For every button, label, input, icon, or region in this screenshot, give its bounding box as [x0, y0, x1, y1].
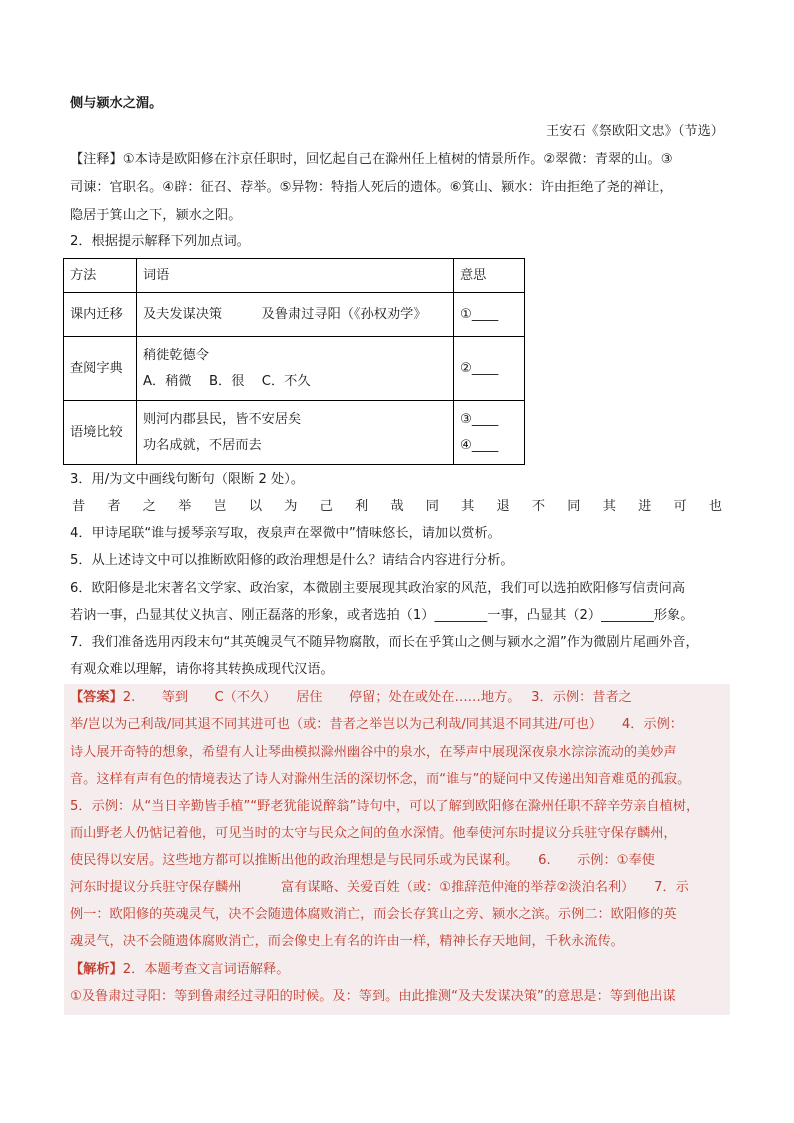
row-words: 及夫发谋决策 及鲁肃过寻阳（《孙权劝学》 [137, 293, 454, 337]
question-7-line-1: 7．我们准备选用丙段末句“其英魄灵气不随异物腐散，而长在乎箕山之侧与颍水之湄”作为微剧片尾画外音， [70, 635, 699, 650]
row-method: 语境比较 [64, 401, 137, 465]
row-words [137, 337, 454, 401]
row-word-options: A．稍微 B．很 C．不久 [143, 373, 311, 389]
answer-line: 举/岂以为己利哉/同其退不同其进可也（或：昔者之举岂以为己利哉/同其退不同其进/可也） 4．示例： [70, 717, 683, 732]
row-meaning: ①____ [454, 293, 525, 337]
table-row [64, 293, 525, 337]
row-word-line: 则河内郡县民，皆不安居矣 [143, 411, 302, 427]
row-word-line: 功名成就，不居而去 [143, 437, 262, 453]
analysis-tag: 【解析】 [70, 962, 123, 977]
row-meaning-blank: ③____ [460, 411, 499, 427]
question-3: 3．用/为文中画线句断句（限断 2 处）。 [70, 472, 305, 487]
row-meaning-blank: ④____ [460, 437, 499, 453]
header-words: 词语 [137, 259, 454, 293]
row-meaning [454, 401, 525, 465]
notes-line-2: 司谏：官职名。④辟：征召、荐举。⑤异物：特指人死后的遗体。⑥箕山、颍水：许由拒绝了尧的禅让， [70, 180, 673, 195]
answer-line: 魂灵气，决不会随遗体腐败消亡，而会像史上有名的许由一样，精神长存天地间，千秋永流传。 [70, 934, 624, 949]
header-method: 方法 [64, 259, 137, 293]
table-header-row [64, 259, 525, 293]
answer-line: 音。这样有声有色的情境表达了诗人对滁州生活的深切怀念，而“谁与”的疑问中又传递出知音难觅的孤寂。 [70, 772, 691, 787]
answer-line: 使民得以安居。这些地方都可以推断出他的政治理想是与民同乐或为民谋利。 6. 示例：①奉使 [70, 853, 655, 868]
row-word-line: 稍徙乾德令 [143, 347, 209, 363]
answer-line-1 [70, 688, 730, 708]
answer-line: 诗人展开奇特的想象，希望有人让琴曲模拟滁州幽谷中的泉水，在琴声中展现深夜泉水淙淙流动的美妙声 [70, 745, 677, 760]
poem-source: 王安石《祭欧阳文忠》（节选） [545, 124, 724, 139]
answer-text: 2. 等到 C（不久） 居住 停留；处在或处在……地方。 3．示例：昔者之 [122, 690, 632, 705]
header-meaning: 意思 [454, 259, 525, 293]
question-7-line-2: 有观众难以理解，请你将其转换成现代汉语。 [70, 662, 334, 677]
row-method: 课内迁移 [64, 293, 137, 337]
question-3-sentence: 昔 者 之 举 岂 以 为 己 利 哉 同 其 退 不 同 其 进 可 也 [72, 499, 732, 514]
answer-line: 而山野老人仍惦记着他，可见当时的太守与民众之间的鱼水深情。他奉使河东时提议分兵驻守保存麟州， [70, 826, 677, 841]
vocab-table [63, 258, 525, 465]
answer-line: 5．示例：从“当日辛勤皆手植”“野老犹能说醉翁”诗句中，可以了解到欧阳修在滁州任职不辞辛劳亲自植树， [70, 799, 700, 814]
notes-line-3: 隐居于箕山之下，颍水之阳。 [70, 208, 242, 223]
question-6-line-2: 若讷一事，凸显其仗义执言、刚正磊落的形象，或者选拍（1）________一事，凸显其（2）________形象。 [70, 608, 694, 623]
answer-line: 河东时提议分兵驻守保存麟州 富有谋略、关爱百姓（或：①推辞范仲淹的举荐②淡泊名利） 7．示 [70, 880, 689, 895]
answer-line: 例一：欧阳修的英魂灵气，决不会随遗体腐败消亡，而会长存箕山之旁、颍水之滨。示例二：欧阳修的英 [70, 907, 677, 922]
analysis-text: 2．本题考查文言词语解释。 [122, 962, 290, 977]
answer-tag: 【答案】 [70, 690, 123, 705]
analysis-line-1 [70, 960, 730, 980]
notes-line-1: 【注释】①本诗是欧阳修在汴京任职时，回忆起自己在滁州任上植树的情景所作。②翠微：青翠的山。③ [70, 152, 673, 167]
question-4: 4．甲诗尾联“谁与援琴亲写取，夜泉声在翠微中”情味悠长，请加以赏析。 [70, 526, 501, 541]
row-meaning: ②____ [454, 337, 525, 401]
row-words [137, 401, 454, 465]
table-row [64, 337, 525, 401]
question-5: 5．从上述诗文中可以推断欧阳修的政治理想是什么？请结合内容进行分析。 [70, 553, 514, 568]
analysis-line-2: ①及鲁肃过寻阳：等到鲁肃经过寻阳的时候。及：等到。由此推测“及夫发谋决策”的意思是：等到他出谋 [70, 989, 676, 1004]
poem-tail-line: 侧与颍水之湄。 [70, 96, 163, 111]
table-row [64, 401, 525, 465]
question-2-stem: 2．根据提示解释下列加点词。 [70, 234, 250, 249]
row-method: 查阅字典 [64, 337, 137, 401]
question-6-line-1: 6．欧阳修是北宋著名文学家、政治家，本微剧主要展现其政治家的风范，我们可以选拍欧阳修写信责问高 [70, 581, 686, 596]
